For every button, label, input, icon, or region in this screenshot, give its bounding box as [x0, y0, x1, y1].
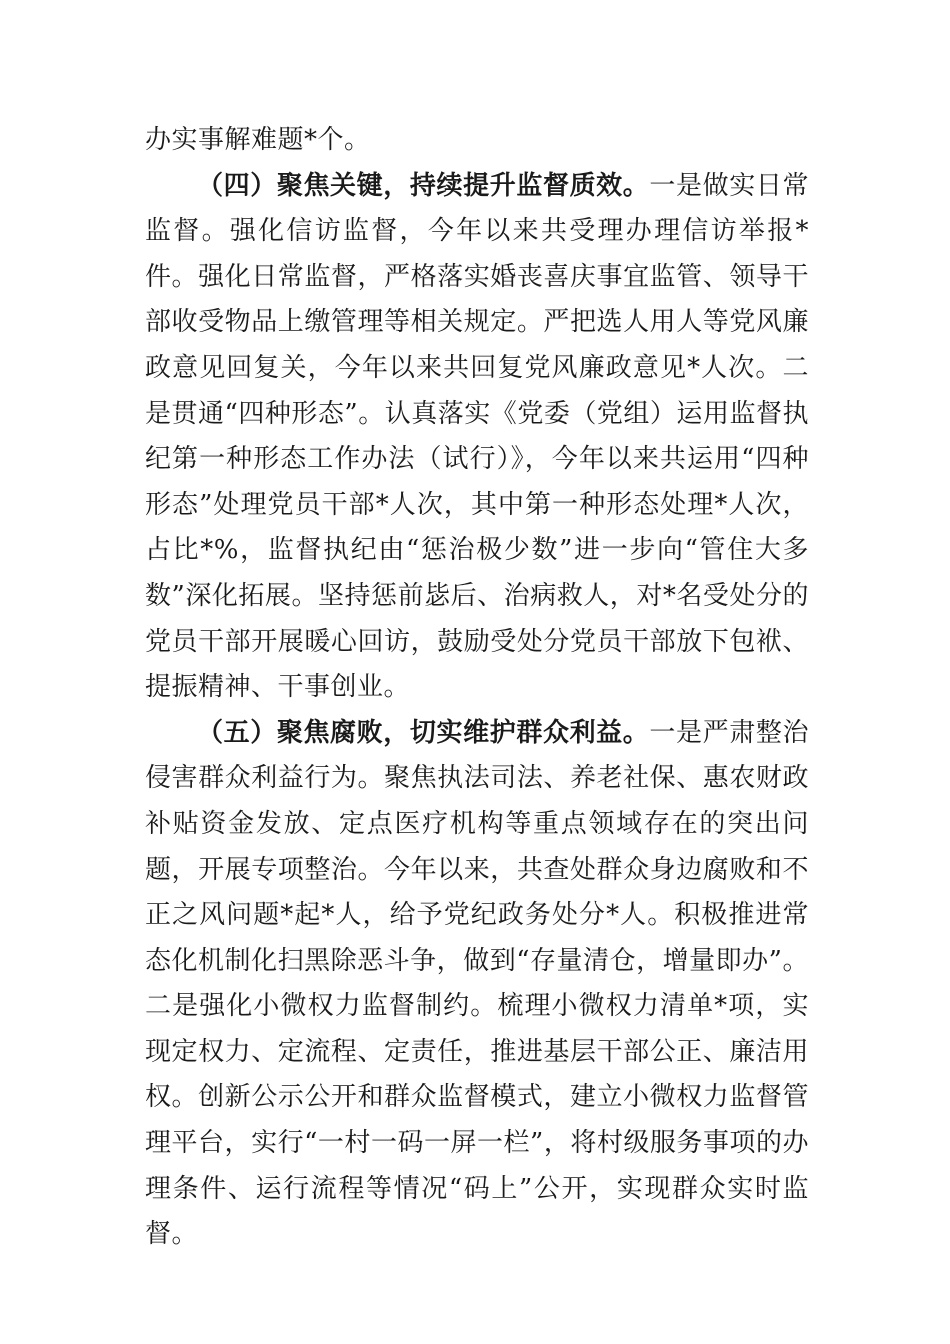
section-4-heading: （四）聚焦关键，持续提升监督质效。 — [197, 170, 650, 201]
document-page — [145, 118, 809, 1258]
paragraph-section-5 — [145, 711, 809, 1258]
paragraph-section-4 — [145, 164, 809, 711]
section-5-body: 一是严肃整治侵害群众利益行为。聚焦执法司法、养老社保、惠农财政补贴资金发放、定点医疗机构等重点领域存在的突出问题，开展专项整治。今年以来，共查处群众身边腐败和不正之风问题*起*人，给予党纪政务处分*人。积极推进常态化机制化扫黑除恶斗争，做到“存量清仓，增量即办”。二是强化小微权力监督制约。梳理小微权力清单*项，实现定权力、定流程、定责任，推进基层干部公正、廉洁用权。创新公示公开和群众监督模式，建立小微权力监督管理平台，实行“一村一码一屏一栏”，将村级服务事项的办理条件、运行流程等情况“码上”公开，实现群众实时监督。 — [145, 717, 809, 1250]
section-5-heading: （五）聚焦腐败，切实维护群众利益。 — [197, 717, 650, 748]
paragraph-text: 办实事解难题*个。 — [145, 125, 371, 155]
paragraph-continuation — [145, 118, 809, 164]
section-4-body: 一是做实日常监督。强化信访监督，今年以来共受理办理信访举报*件。强化日常监督，严格落实婚丧喜庆事宜监管、领导干部收受物品上缴管理等相关规定。严把选人用人等党风廉政意见回复关，今年以来共回复党风廉政意见*人次。二是贯通“四种形态”。认真落实《党委（党组）运用监督执纪第一种形态工作办法（试行）》，今年以来共运用“四种形态”处理党员干部*人次，其中第一种形态处理*人次，占比*%，监督执纪由“惩治极少数”进一步向“管住大多数”深化拓展。坚持惩前毖后、治病救人，对*名受处分的党员干部开展暖心回访，鼓励受处分党员干部放下包袱、提振精神、干事创业。 — [145, 170, 809, 703]
